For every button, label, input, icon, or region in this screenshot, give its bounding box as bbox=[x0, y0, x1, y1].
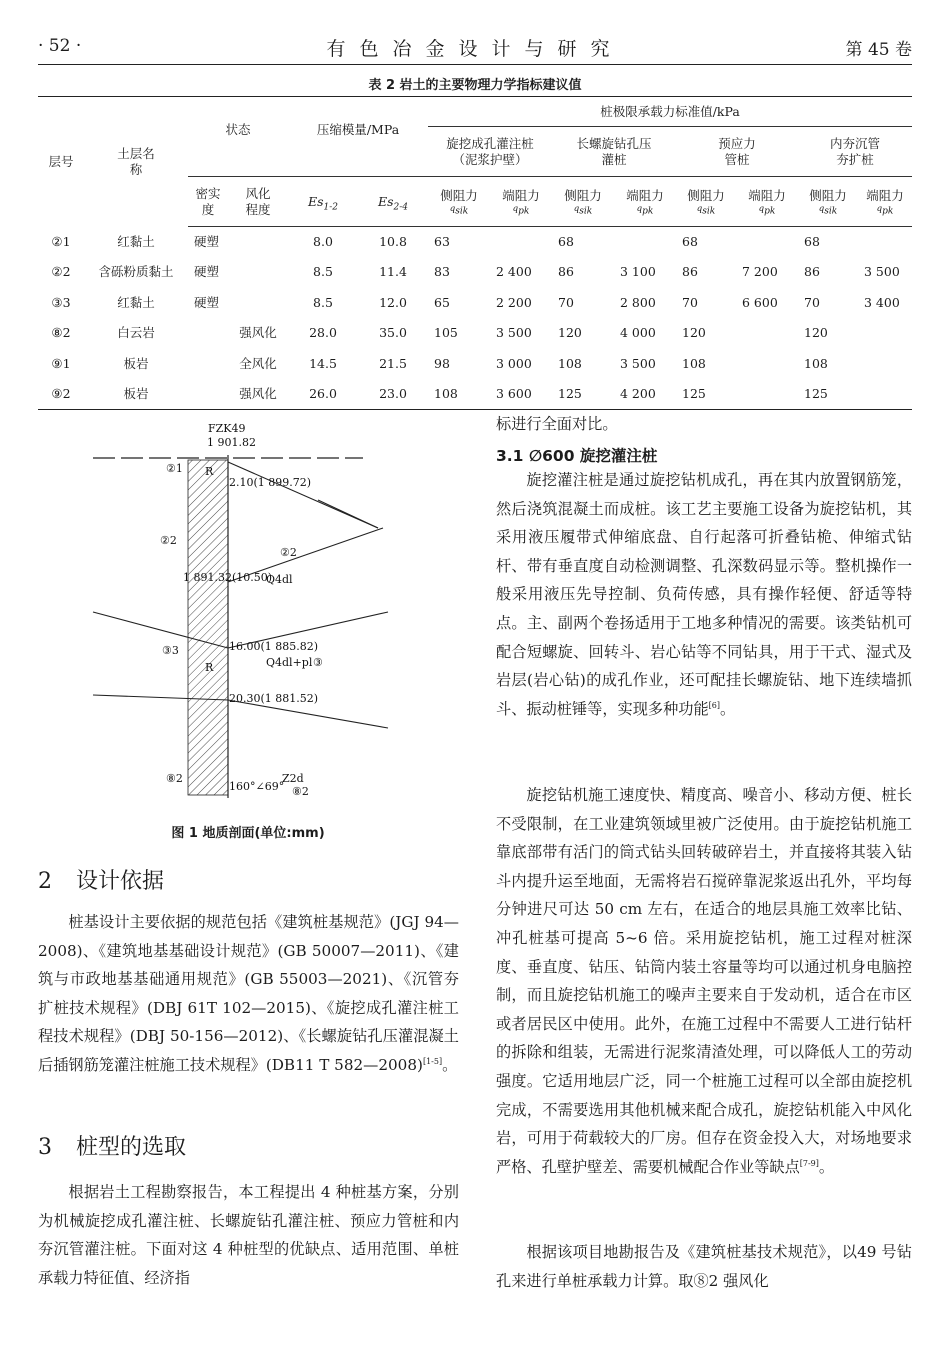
cell-es24: 10.8 bbox=[379, 234, 407, 250]
th-pile-cfa: 长螺旋钻孔压灌桩 bbox=[552, 127, 676, 177]
cell-end-resistance bbox=[858, 349, 912, 380]
table-row bbox=[38, 288, 912, 319]
cell-es24: 23.0 bbox=[358, 379, 428, 410]
volume-label: 第 45 卷 bbox=[845, 40, 912, 60]
cell-side-resistance: 86 bbox=[804, 264, 820, 280]
th-side-3: 侧阻力 $q_{sik}$ bbox=[676, 177, 736, 227]
layer-label: ⑧2 bbox=[292, 785, 309, 798]
cell-density: 硬塑 bbox=[194, 234, 220, 250]
rock-symbol: R bbox=[205, 661, 214, 674]
cell-soil-name: 含砾粉质黏土 bbox=[98, 264, 174, 280]
cell-es24: 12.0 bbox=[379, 294, 407, 310]
cell-end-resistance bbox=[858, 379, 912, 410]
cell-density: 硬塑 bbox=[194, 294, 220, 310]
borehole-id: FZK49 bbox=[208, 422, 246, 435]
th-end-3: 端阻力 $q_{pk}$ bbox=[736, 177, 798, 227]
borehole-elevation: 1 901.82 bbox=[207, 436, 256, 449]
layer-label: ②2 bbox=[280, 546, 297, 559]
th-weathering: 风化程度 bbox=[228, 177, 288, 227]
subsection-3-1-heading: 3.1 ∅600 旋挖灌注桩 bbox=[496, 447, 658, 465]
cell-end-resistance: 7 200 bbox=[742, 264, 778, 280]
cell-soil-name: 板岩 bbox=[123, 355, 149, 371]
th-pile-rammed: 内夯沉管夯扩桩 bbox=[798, 127, 912, 177]
figure-caption: 图 1 地质剖面(单位:mm) bbox=[171, 826, 325, 841]
layer-label: ③3 bbox=[162, 644, 179, 657]
section-3-heading: 3 桩型的选取 bbox=[38, 1135, 187, 1160]
th-capacity: 桩极限承载力标准值/kPa bbox=[428, 97, 912, 127]
section-2-heading: 2 设计依据 bbox=[38, 869, 165, 894]
cell-es12: 8.5 bbox=[313, 294, 333, 310]
cell-weathering: 强风化 bbox=[228, 379, 288, 410]
th-side-1: 侧阻力 $q_{sik}$ bbox=[428, 177, 490, 227]
cell-end-resistance: 3 400 bbox=[864, 294, 900, 310]
cell-soil-name: 红黏土 bbox=[117, 233, 155, 249]
cell-side-resistance: 105 bbox=[434, 325, 458, 341]
table-row bbox=[38, 318, 912, 349]
cell-es12: 8.5 bbox=[313, 264, 333, 280]
cell-side-resistance: 70 bbox=[804, 294, 820, 310]
cell-density bbox=[188, 379, 228, 410]
depth-label: 1 891.32(10.50) bbox=[183, 571, 273, 584]
th-pile-phc: 预应力管桩 bbox=[676, 127, 798, 177]
cell-es12: 28.0 bbox=[309, 325, 337, 341]
cell-end-resistance: 2 800 bbox=[620, 294, 656, 310]
cell-end-resistance bbox=[736, 349, 798, 380]
table-row bbox=[38, 349, 912, 380]
borehole-column bbox=[188, 460, 228, 795]
soil-parameter-table bbox=[38, 96, 912, 410]
cell-end-resistance: 6 600 bbox=[742, 294, 778, 310]
cell-end-resistance: 3 500 bbox=[496, 325, 532, 341]
cell-es24: 21.5 bbox=[379, 355, 407, 371]
cell-layer-id: ⑧2 bbox=[51, 325, 71, 341]
right-col-continuation: 标进行全面对比。 bbox=[496, 415, 618, 433]
th-es12: $Es_{1-2}$ bbox=[288, 177, 358, 227]
th-state: 状态 bbox=[188, 97, 288, 177]
cell-side-resistance: 70 bbox=[558, 294, 574, 310]
cell-es12: 26.0 bbox=[288, 379, 358, 410]
cell-end-resistance: 3 500 bbox=[864, 264, 900, 280]
table-row bbox=[38, 257, 912, 288]
th-modulus: 压缩模量/MPa bbox=[288, 97, 428, 177]
cell-side-resistance: 108 bbox=[558, 355, 582, 371]
th-end-4: 端阻力 $q_{pk}$ bbox=[858, 177, 912, 227]
th-density: 密实度 bbox=[188, 177, 228, 227]
th-layer: 层号 bbox=[38, 97, 84, 227]
cell-side-resistance: 120 bbox=[804, 325, 828, 341]
rotary-pile-paragraph-1: 旋挖灌注桩是通过旋挖钻机成孔，再在其内放置钢筋笼，然后浇筑混凝土而成桩。该工艺主要施工设备为旋挖钻机，其采用液压履带式伸缩底盘、自行起落可折叠钻桅、伸缩式钻杆、带有垂直度自动检测调整、孔深数码显示等。整机操作一般采用液压先导控制、负荷传感，具有操作轻便、舒适等特点。主、副两个卷扬适用于工地多种情况的需要。该类钻机可配合短螺旋、回转斗、岩心钻等不同钻具，用于干式、湿式及岩层(岩心钻)的成孔作业，还可配挂长螺旋钻、地下连续墙抓斗、振动桩锤等，实现多种功能[6]。 bbox=[496, 471, 912, 718]
header-rule bbox=[38, 64, 912, 65]
layer-label: ②2 bbox=[160, 534, 177, 547]
table-row bbox=[38, 227, 912, 258]
depth-label: 2.10(1 899.72) bbox=[229, 476, 312, 489]
layer-label: ③ bbox=[313, 656, 323, 669]
cell-end-resistance bbox=[736, 379, 798, 410]
layer-label: ⑧2 bbox=[166, 772, 183, 785]
th-end-2: 端阻力 $q_{pk}$ bbox=[614, 177, 676, 227]
cell-layer-id: ③3 bbox=[51, 294, 71, 310]
cell-weathering: 全风化 bbox=[239, 355, 277, 371]
depth-label: 16.00(1 885.82) bbox=[229, 640, 319, 653]
cell-side-resistance: 68 bbox=[804, 234, 820, 250]
cell-side-resistance: 68 bbox=[558, 234, 574, 250]
cell-soil-name: 红黏土 bbox=[117, 294, 155, 310]
cell-side-resistance: 86 bbox=[558, 264, 574, 280]
running-header bbox=[38, 28, 912, 62]
rotary-pile-paragraph-2: 旋挖钻机施工速度快、精度高、噪音小、移动方便、桩长不受限制，在工业建筑领域里被广泛使用。由于旋挖钻机施工靠底部带有活门的筒式钻头回转破碎岩土，并直接将其装入钻斗内提升运至地面，无需将岩石搅碎靠泥浆返出孔外，平均每分钟进尺可达 50 cm 左右，在适合的地层具施工效率比钻、冲孔桩基可提高 5~6 倍。采用旋挖钻机，施工过程对桩深度、垂直度、钻压、钻筒内装土容量等均可以通过机身电脑控制，而且旋挖钻机施工的噪声主要来自于发动机，适合在市区或者居民区中使用。此外，在施工过程中不需要人工进行钻杆的拆除和组装，无需进行泥浆清渣处理，可以降低人工的劳动强度。它适用地层广泛，同一个桩施工过程可以全部由旋挖机完成，不需要选用其他机械来配合成孔，旋挖钻机能入中风化岩，可用于荷载较大的厂房。但存在资金投入大，对场地要求严格、孔壁护壁差、需要机械配合作业等缺点[7-9]。 bbox=[496, 786, 912, 1176]
cell-side-resistance: 68 bbox=[682, 234, 698, 250]
rotary-pile-paragraph-3: 根据该项目地勘报告及《建筑桩基技术规范》，以49 号钻孔来进行单桩承载力计算。取⑧2 强风化 bbox=[496, 1243, 912, 1290]
cell-end-resistance bbox=[858, 318, 912, 349]
cell-side-resistance: 83 bbox=[434, 264, 450, 280]
th-side-4: 侧阻力 $q_{sik}$ bbox=[798, 177, 858, 227]
cell-weathering bbox=[228, 257, 288, 288]
cell-soil-name: 板岩 bbox=[84, 379, 188, 410]
cell-side-resistance: 120 bbox=[682, 325, 706, 341]
th-pile-rotary: 旋挖成孔灌注桩（泥浆护壁） bbox=[428, 127, 552, 177]
cell-density bbox=[188, 318, 228, 349]
cell-end-resistance bbox=[736, 318, 798, 349]
cell-density bbox=[188, 349, 228, 380]
cell-weathering bbox=[228, 288, 288, 319]
quaternary-label: Q4dl+pl bbox=[266, 656, 313, 669]
cell-soil-name: 白云岩 bbox=[117, 325, 155, 341]
formation-label: Z2d bbox=[282, 772, 304, 785]
cell-end-resistance: 4 200 bbox=[614, 379, 676, 410]
cell-side-resistance: 125 bbox=[798, 379, 858, 410]
th-end-1: 端阻力 $q_{pk}$ bbox=[490, 177, 552, 227]
cell-end-resistance: 2 400 bbox=[496, 264, 532, 280]
cell-side-resistance: 70 bbox=[682, 294, 698, 310]
journal-title: 有色冶金设计与研究 bbox=[326, 38, 624, 60]
cell-side-resistance: 120 bbox=[558, 325, 582, 341]
cell-end-resistance bbox=[614, 227, 676, 258]
cell-side-resistance: 63 bbox=[434, 234, 450, 250]
cell-end-resistance bbox=[858, 227, 912, 258]
cell-es24: 35.0 bbox=[379, 325, 407, 341]
th-es24: $Es_{2-4}$ bbox=[358, 177, 428, 227]
cell-side-resistance: 86 bbox=[682, 264, 698, 280]
cell-end-resistance: 4 000 bbox=[620, 325, 656, 341]
cell-density: 硬塑 bbox=[194, 264, 220, 280]
cell-side-resistance: 125 bbox=[676, 379, 736, 410]
cell-weathering: 强风化 bbox=[239, 325, 277, 341]
cell-side-resistance: 98 bbox=[434, 355, 450, 371]
table-caption: 表 2 岩土的主要物理力学指标建议值 bbox=[368, 78, 582, 93]
layer-label: ②1 bbox=[166, 462, 183, 475]
geologic-section-figure bbox=[88, 420, 430, 810]
quaternary-label: Q4dl bbox=[266, 573, 293, 586]
cell-end-resistance: 2 200 bbox=[496, 294, 532, 310]
cell-side-resistance: 65 bbox=[434, 294, 450, 310]
cell-side-resistance: 108 bbox=[804, 355, 828, 371]
page-number: · 52 · bbox=[38, 36, 82, 56]
cell-end-resistance: 3 600 bbox=[490, 379, 552, 410]
cell-side-resistance: 125 bbox=[552, 379, 614, 410]
cell-layer-id: ②2 bbox=[51, 264, 71, 280]
section-2-paragraph: 桩基设计主要依据的规范包括《建筑桩基规范》(JGJ 94—2008)、《建筑地基基础设计规范》(GB 50007—2011)、《建筑与市政地基基础通用规范》(GB 55003—2021)、《沉管夯扩桩技术规程》(DBJ 61T 102—2015)、《旋挖成孔灌注桩工程技术规程》(DBJ 50-156—2012)、《长螺旋钻孔压灌混凝土后插钢筋笼灌注桩施工技术规程》(DB11 T 582—2008)[1-5]。 bbox=[38, 913, 459, 1074]
cell-weathering bbox=[228, 227, 288, 258]
rock-symbol: R bbox=[205, 465, 214, 478]
cell-es12: 8.0 bbox=[313, 234, 333, 250]
cell-layer-id: ⑨1 bbox=[51, 355, 71, 371]
cell-layer-id: ②1 bbox=[51, 233, 71, 249]
cell-end-resistance bbox=[490, 227, 552, 258]
section-3-paragraph: 根据岩土工程勘察报告，本工程提出 4 种桩基方案，分别为机械旋挖成孔灌注桩、长螺旋钻孔灌注桩、预应力管桩和内夯沉管灌注桩。下面对这 4 种桩型的优缺点、适用范围、单桩承载力特征值、经济指 bbox=[38, 1183, 459, 1287]
th-soil-name: 土层名称 bbox=[84, 97, 188, 227]
cell-end-resistance: 3 000 bbox=[496, 355, 532, 371]
cell-end-resistance bbox=[736, 227, 798, 258]
table-row bbox=[38, 379, 912, 410]
cell-side-resistance: 108 bbox=[682, 355, 706, 371]
dip-label: 160°∠69° bbox=[229, 780, 285, 793]
th-side-2: 侧阻力 $q_{sik}$ bbox=[552, 177, 614, 227]
cell-end-resistance: 3 100 bbox=[620, 264, 656, 280]
boundary-line-1b bbox=[318, 500, 378, 528]
cell-es24: 11.4 bbox=[379, 264, 407, 280]
cell-layer-id: ⑨2 bbox=[38, 379, 84, 410]
cell-es12: 14.5 bbox=[309, 355, 337, 371]
table-body bbox=[38, 227, 912, 410]
cell-end-resistance: 3 500 bbox=[620, 355, 656, 371]
cell-side-resistance: 108 bbox=[428, 379, 490, 410]
depth-label: 20.30(1 881.52) bbox=[229, 692, 319, 705]
